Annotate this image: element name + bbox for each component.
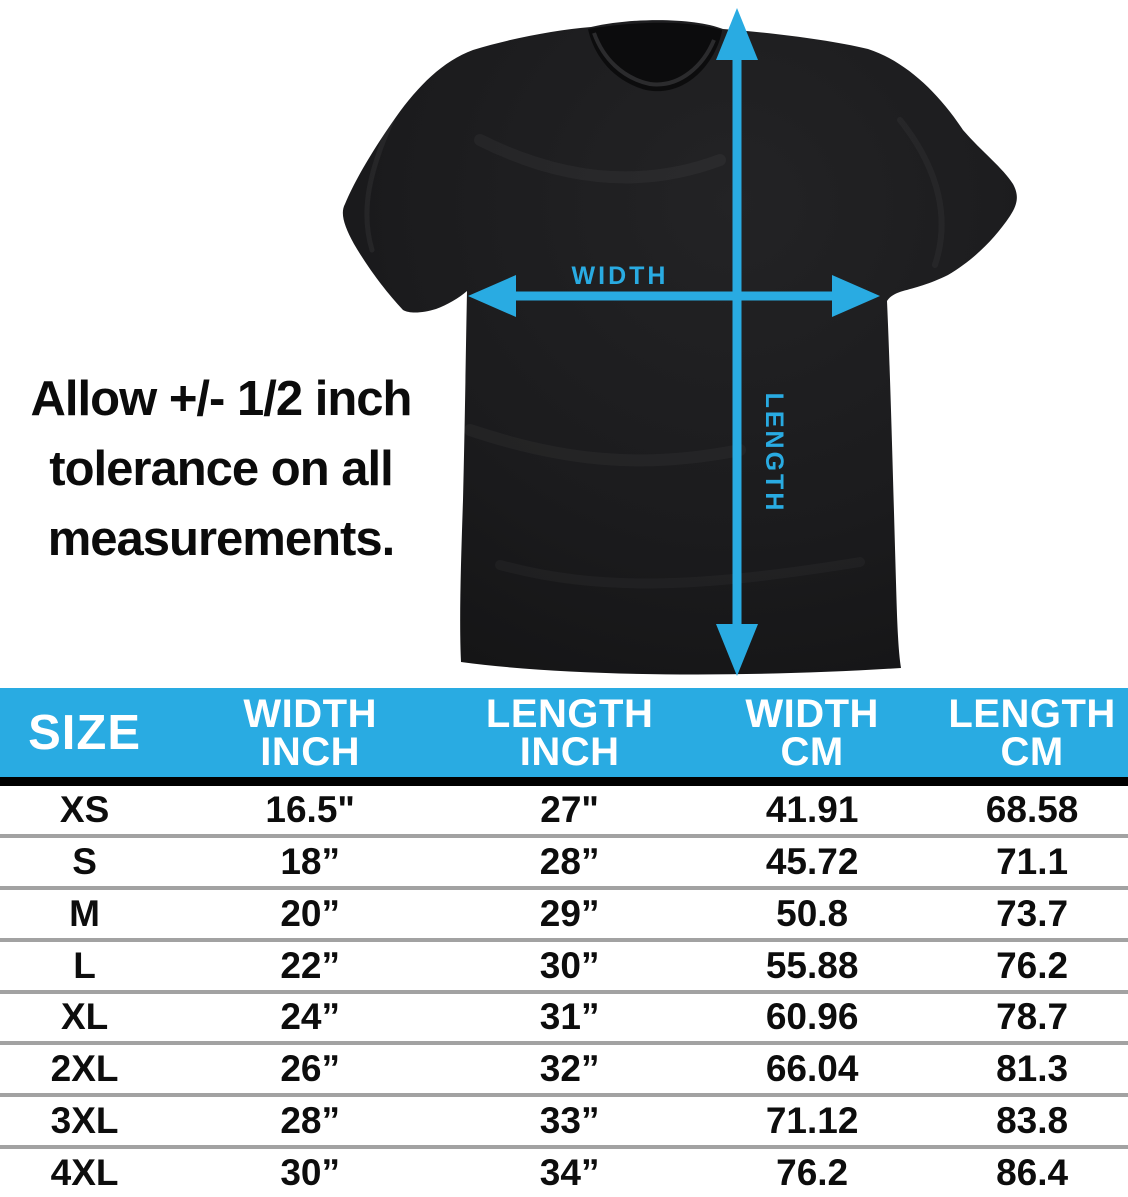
length-inch-cell: 33” [539,1100,600,1142]
width-cm-cell: 50.8 [776,892,849,934]
length-cm-cell: 73.7 [996,892,1069,934]
width-cm-cell: 45.72 [765,840,859,882]
table-row-2xl [0,1041,1128,1093]
size-cell: 2XL [50,1048,119,1090]
size-chart-table [0,688,1128,1197]
header-width-cm [688,691,936,774]
width-cm-cell: 41.91 [765,788,859,830]
tolerance-note-line: tolerance on all [49,442,393,496]
header-label: LENGTH [485,691,654,736]
length-cm-cell: 76.2 [996,944,1069,986]
table-header-row [0,688,1128,777]
length-cm-cell: 68.58 [985,788,1079,830]
header-size: SIZE [28,705,142,760]
tolerance-note-line: Allow +/- 1/2 inch [30,372,412,426]
header-length-cm [936,691,1128,774]
size-cell: XL [60,996,109,1038]
tolerance-note-line: measurements. [47,512,395,566]
table-body [0,786,1128,1197]
width-inch-cell: 18” [280,840,341,882]
header-sublabel: CM [780,729,844,774]
length-cm-cell: 71.1 [996,840,1069,882]
size-cell: 3XL [50,1100,119,1142]
tolerance-note [0,364,442,574]
width-cm-cell: 55.88 [765,944,859,986]
width-inch-cell: 20” [280,892,341,934]
header-sublabel: INCH [519,729,620,774]
length-cm-cell: 83.8 [996,1100,1069,1142]
table-row-l [0,938,1128,990]
length-inch-cell: 29” [539,892,600,934]
length-inch-cell: 31” [539,996,600,1038]
header-sublabel: INCH [260,729,361,774]
table-row-xs [0,786,1128,834]
length-cm-cell: 78.7 [996,996,1069,1038]
width-cm-cell: 60.96 [765,996,859,1038]
length-label: LENGTH [760,392,788,514]
table-row-s [0,834,1128,886]
length-inch-cell: 34” [539,1152,600,1194]
tshirt-graphic [343,20,1017,674]
length-cm-cell: 86.4 [996,1152,1069,1194]
header-width-inch [169,691,451,774]
width-inch-cell: 30” [280,1152,341,1194]
header-label: WIDTH [745,691,879,736]
size-cell: 4XL [50,1152,119,1194]
header-sublabel: CM [1000,729,1064,774]
width-inch-cell: 22” [280,944,341,986]
width-inch-cell: 24” [280,996,341,1038]
table-row-xl [0,990,1128,1042]
width-inch-cell: 16.5" [265,788,355,830]
length-inch-cell: 27" [540,788,599,830]
width-inch-cell: 26” [280,1048,341,1090]
width-cm-cell: 71.12 [765,1100,859,1142]
header-label: WIDTH [243,691,377,736]
size-cell: XS [59,788,110,830]
header-divider [0,777,1128,786]
table-row-m [0,886,1128,938]
width-inch-cell: 28” [280,1100,341,1142]
table-row-3xl [0,1093,1128,1145]
length-inch-cell: 32” [539,1048,600,1090]
length-inch-cell: 30” [539,944,600,986]
width-cm-cell: 66.04 [765,1048,859,1090]
size-cell: M [69,892,100,934]
length-cm-cell: 81.3 [996,1048,1069,1090]
length-inch-cell: 28” [539,840,600,882]
width-label: WIDTH [571,262,669,290]
size-cell: S [72,840,97,882]
size-cell: L [73,944,96,986]
header-label: LENGTH [948,691,1116,736]
table-row-4xl [0,1145,1128,1197]
header-length-inch [451,691,688,774]
width-cm-cell: 76.2 [776,1152,849,1194]
